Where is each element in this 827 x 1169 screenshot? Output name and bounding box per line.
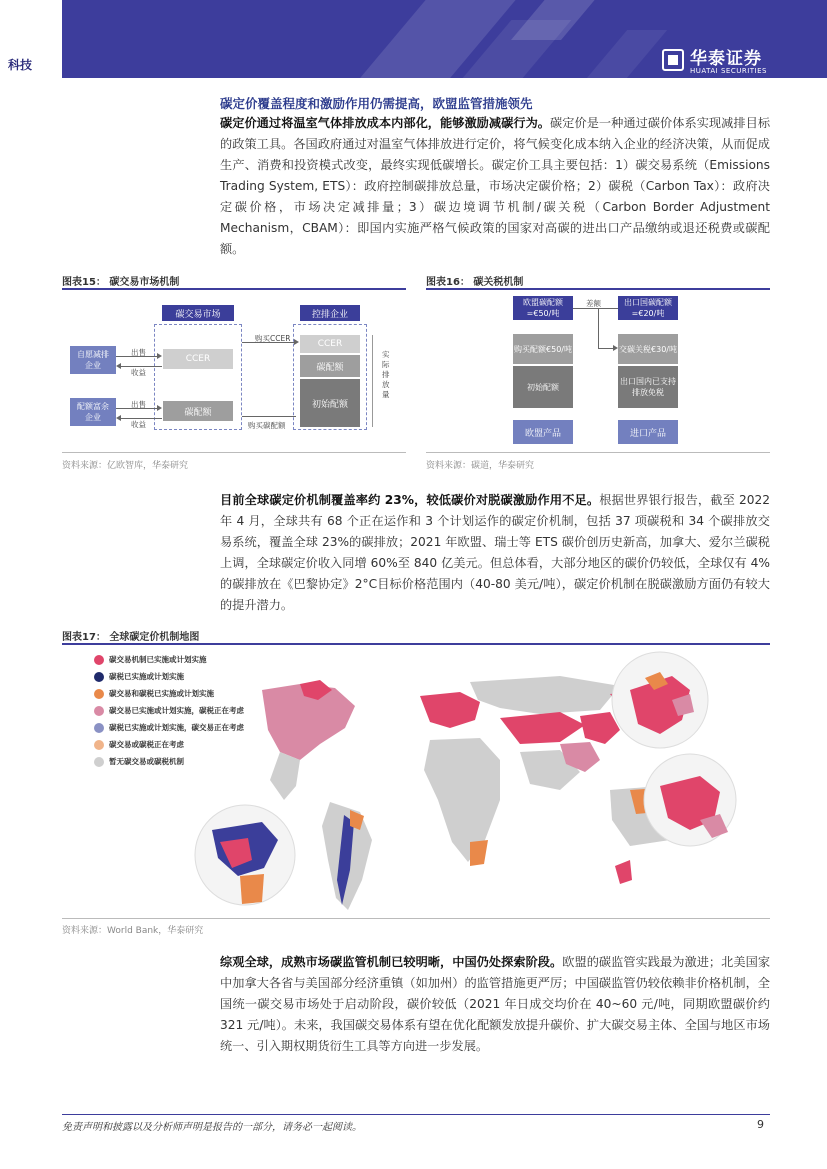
- figure-15-title: 图表15： 碳交易市场机制: [62, 277, 180, 288]
- income-label-2: 收益: [131, 420, 146, 429]
- legend-label: 暂无碳交易或碳税机制: [109, 757, 184, 766]
- figure-15-source: 资料来源：亿欧智库，华泰研究: [62, 461, 189, 471]
- map-legend: [94, 655, 244, 774]
- legend-item: [94, 706, 244, 716]
- stack-initial: 初始配额: [300, 379, 360, 427]
- sell-label-2: 出售: [131, 400, 146, 409]
- legend-label: 碳交易已实施或计划实施，碳税正在考虑: [109, 706, 244, 715]
- legend-swatch: [94, 689, 104, 699]
- voluntary-enterprise-box: 自愿减排企业: [70, 346, 116, 374]
- gap-label: 差额: [586, 299, 601, 308]
- footer-rule: [62, 1114, 770, 1115]
- initial-quota-box: 初始配额: [513, 366, 573, 408]
- emission-enterprise-label: 控排企业: [300, 305, 360, 321]
- legend-item: [94, 689, 244, 699]
- legend-swatch: [94, 706, 104, 716]
- legend-item: [94, 740, 244, 750]
- legend-label: 碳交易机制已实施或计划实施: [109, 655, 207, 664]
- income-label-1: 收益: [131, 368, 146, 377]
- buy-ccer-label: 购买CCER: [255, 334, 291, 343]
- tariff-box: 交碳关税€30/吨: [618, 334, 678, 364]
- legend-swatch: [94, 757, 104, 767]
- stack-ccer: CCER: [300, 335, 360, 353]
- legend-item: [94, 655, 244, 665]
- asia-inset: [644, 754, 736, 846]
- figure-16-source: 资料来源：碳道，华泰研究: [426, 461, 535, 471]
- paragraph-body: 欧盟的碳监管实践最为激进；北美国家中加拿大各省与美国部分经济重镇（如加州）的监管措施更严厉；中国碳监管仍较依赖非价格机制，全国统一碳交易市场处于启动阶段，碳价较低（2021 年日成交均价在 40~60 元/吨，同期欧盟碳价约 321 元/吨）。未来，我国碳交易体系有望在优化配额发放提升碳价、扩大碳交易主体、全国与地区市场统一、引入期权期货衍生工具等方向进一步发展。: [220, 955, 771, 1053]
- section-tag: 科技: [8, 58, 33, 72]
- legend-label: 碳税已实施或计划实施: [109, 672, 184, 681]
- figure-16-title: 图表16： 碳关税机制: [426, 277, 524, 288]
- legend-swatch: [94, 655, 104, 665]
- ccer-box: CCER: [163, 349, 233, 369]
- section-subheading: 碳定价覆盖程度和激励作用仍需提高，欧盟监管措施领先: [220, 96, 533, 111]
- europe-inset: [612, 652, 708, 748]
- figure-17-source: 资料来源：World Bank，华泰研究: [62, 926, 204, 936]
- logo-english: HUATAI SECURITIES: [690, 67, 767, 75]
- paragraph-body: 碳定价是一种通过碳价体系实现减排目标的政策工具。各国政府通过对温室气体排放进行定价，将气候变化成本纳入企业的经济决策，从而促成生产、消费和投资模式改变，最终实现低碳增长。碳定价工具主要包括：1）碳交易系统（Emissions Trading System, ETS）：政府控制碳排放总量，市场决定碳价格；2）碳税（Carbon Tax）：政府决定碳价格，市场决定减排量；3）碳边境调节机制/碳关税（Carbon Border Adjustment Mechanism，CBAM）：即国内实施严格气候政策的国家对高碳的进出口产品缴纳或退还税费或碳配额。: [220, 116, 771, 256]
- page-number: 9: [757, 1118, 764, 1131]
- eu-price-box: 欧盟碳配额=€50/吨: [513, 296, 573, 320]
- sell-label-1: 出售: [131, 348, 146, 357]
- legend-item: [94, 757, 244, 767]
- legend-label: 碳交易或碳税正在考虑: [109, 740, 184, 749]
- legend-item: [94, 672, 244, 682]
- legend-label: 碳交易和碳税已实施或计划实施: [109, 689, 214, 698]
- paragraph-body: 根据世界银行报告，截至 2022 年 4 月，全球共有 68 个正在运作和 3 个计划运作的碳定价机制，包括 37 项碳税和 34 个碳排放交易系统，覆盖全球 23%的碳排放；2021 年欧盟、瑞士等 ETS 碳价创历史新高，加拿大、爱尔兰碳税上调，全球碳定价收入同增 60%至 840 亿美元。但总体看，大部分地区的碳价仍较低，全球仅有 4%的碳排放在《巴黎协定》2°C目标价格范围内（40-80 美元/吨），碳定价机制在脱碳激励方面仍有较大的提升潜力。: [220, 493, 770, 612]
- legend-swatch: [94, 740, 104, 750]
- legend-item: [94, 723, 244, 733]
- legend-swatch: [94, 672, 104, 682]
- surplus-enterprise-box: 配额富余企业: [70, 398, 116, 426]
- logo-chinese: 华泰证券: [690, 49, 763, 69]
- carbon-market-label: 碳交易市场: [162, 305, 234, 321]
- paragraph-global-overview: [220, 952, 770, 1057]
- paragraph-lead: 综观全球，成熟市场碳监管机制已较明晰，中国仍处探索阶段。: [220, 955, 563, 969]
- figure-17-title: 图表17： 全球碳定价机制地图: [62, 632, 200, 643]
- quota-box: 碳配额: [163, 401, 233, 421]
- export-price-box: 出口国碳配额=€20/吨: [618, 296, 678, 320]
- actual-emission-label: 实际排放量: [382, 350, 390, 399]
- buy-quota-label: 购买碳配额: [248, 421, 286, 430]
- americas-inset: [195, 805, 295, 905]
- buy-quota-box: 购买配额€50/吨: [513, 334, 573, 364]
- legend-swatch: [94, 723, 104, 733]
- domestic-exempt-box: 出口国内已支持排放免税: [618, 366, 678, 408]
- import-product-box: 进口产品: [618, 420, 678, 444]
- stack-quota: 碳配额: [300, 355, 360, 377]
- paragraph-lead: 碳定价通过将温室气体排放成本内部化，能够激励减碳行为。: [220, 116, 551, 130]
- paragraph-lead: 目前全球碳定价机制覆盖率约 23%，较低碳价对脱碳激励作用不足。: [220, 493, 600, 507]
- legend-label: 碳税已实施或计划实施，碳交易正在考虑: [109, 723, 244, 732]
- footer-disclaimer: 免责声明和披露以及分析师声明是报告的一部分，请务必一起阅读。: [62, 1122, 362, 1133]
- eu-product-box: 欧盟产品: [513, 420, 573, 444]
